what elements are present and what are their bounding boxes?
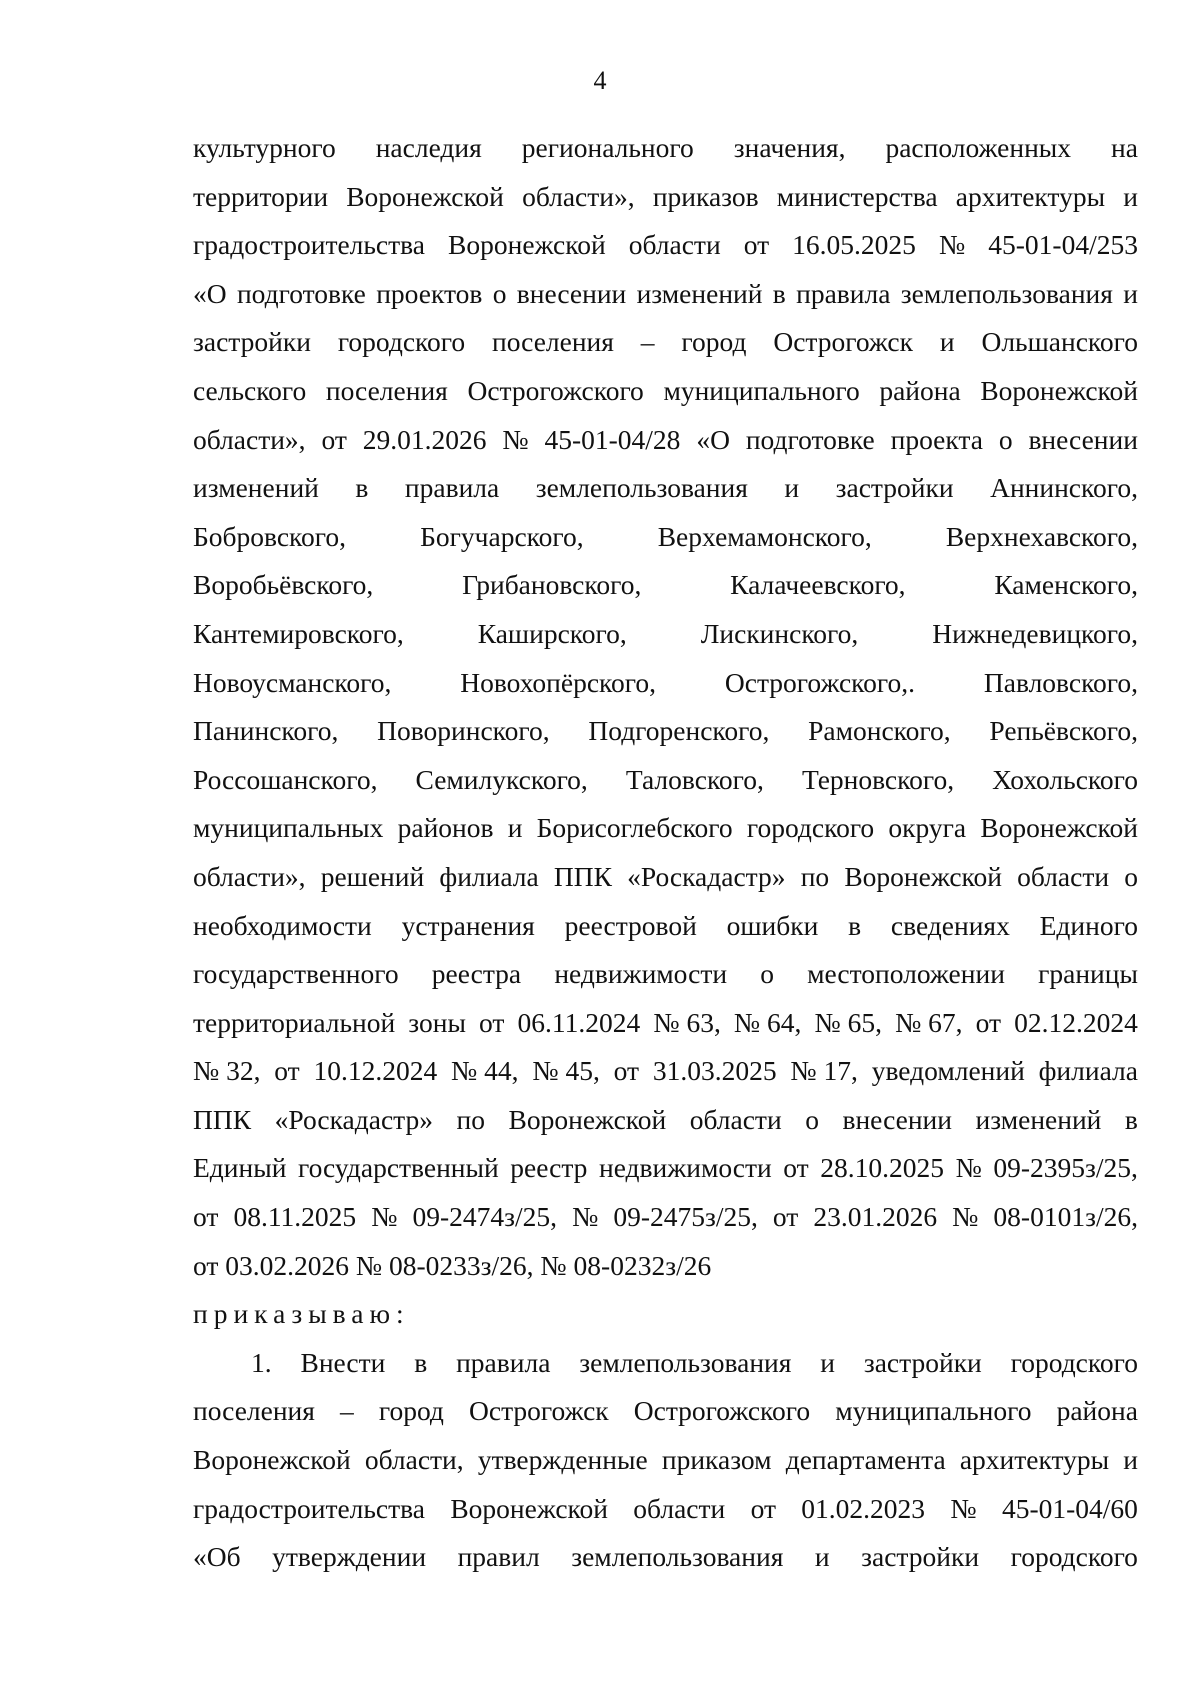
word: №	[938, 229, 966, 261]
word: реестровой	[564, 909, 697, 941]
word: Кантемировского,	[193, 617, 404, 649]
word: регионального	[521, 132, 694, 163]
word: изменений	[975, 1103, 1102, 1135]
order-word: приказываю:	[193, 1298, 410, 1330]
word: от	[193, 1201, 219, 1233]
word: приказом	[661, 1444, 772, 1476]
word: 45-01-04/60	[1001, 1492, 1138, 1524]
word: уведомлений	[871, 1055, 1025, 1087]
word: о	[492, 277, 507, 309]
word: 45-01-04/253	[988, 229, 1138, 261]
word: 45-01-04/28	[544, 423, 681, 455]
text-line	[193, 1387, 1138, 1436]
word: землепользования	[571, 1541, 784, 1573]
text-line	[193, 173, 1138, 222]
word: ППК	[193, 1103, 252, 1135]
word: от	[321, 423, 347, 455]
word: город	[681, 326, 747, 358]
word: изменений	[636, 277, 763, 309]
word: застройки	[835, 472, 954, 504]
word: проектов	[376, 277, 483, 309]
word: и	[784, 472, 800, 504]
word: Острогожского	[467, 374, 644, 406]
word: от	[743, 229, 770, 261]
word: реестра	[431, 958, 522, 990]
word: землепользования	[900, 277, 1113, 309]
word: № 64,	[733, 1006, 802, 1038]
word: и	[814, 1541, 830, 1573]
text-line	[193, 1096, 1138, 1145]
word: городского	[746, 812, 875, 844]
paragraph-last-line: от 03.02.2026 № 08-0233з/26, № 08-0232з/26	[193, 1249, 712, 1281]
word: 08-0101з/26,	[993, 1201, 1138, 1233]
word: градостроительства	[193, 1492, 425, 1524]
word: внесении	[1028, 423, 1138, 455]
word: Воронежской	[450, 1492, 608, 1524]
word: устранения	[401, 909, 535, 941]
word: и	[507, 812, 523, 844]
word: Поворинского,	[377, 715, 550, 747]
word: Грибановского,	[462, 569, 642, 601]
word: № 17,	[790, 1055, 858, 1087]
word: Новоусманского,	[193, 666, 392, 698]
word: и	[1123, 277, 1138, 309]
word: правила	[796, 277, 891, 309]
word: ошибки	[726, 909, 819, 941]
document-body	[193, 124, 1138, 1582]
word: в	[772, 277, 786, 309]
word: местоположении	[807, 958, 1005, 990]
word: и	[1123, 180, 1138, 212]
word: Нижнедевицкого,	[932, 617, 1138, 649]
word: подготовке	[236, 277, 366, 309]
word: Воронежской	[844, 860, 1002, 892]
word: № 44,	[451, 1055, 519, 1087]
word: правила	[456, 1346, 551, 1378]
word: районов	[397, 812, 494, 844]
word: Воронежской	[448, 229, 606, 261]
text-line	[193, 756, 1138, 805]
word: 08.11.2025	[233, 1201, 357, 1233]
word: № 45,	[532, 1055, 600, 1087]
word: недвижимости	[598, 1152, 772, 1184]
text-line	[193, 1144, 1138, 1193]
word: Терновского,	[801, 763, 955, 795]
word: и	[820, 1346, 835, 1378]
word: района	[879, 374, 961, 406]
word: подготовке	[745, 423, 875, 455]
word: утвержденные	[477, 1444, 648, 1476]
word: значения,	[733, 132, 846, 163]
word: Единого	[1039, 909, 1138, 941]
word: Репьёвского,	[989, 715, 1138, 747]
word: наследия	[375, 132, 482, 163]
text-line	[193, 318, 1138, 367]
word: Семилукского,	[415, 763, 588, 795]
word: министерства	[776, 180, 938, 212]
word: от	[750, 1492, 776, 1524]
word: застройки	[863, 1346, 982, 1378]
word: Воронежской	[508, 1103, 667, 1135]
word: Богучарского,	[420, 520, 584, 552]
text-line	[193, 659, 1138, 708]
text-line	[193, 367, 1138, 416]
word: приказов	[652, 180, 759, 212]
word: «О	[193, 277, 227, 309]
word: № 65,	[814, 1006, 882, 1038]
word: в	[414, 1346, 428, 1378]
word: государственный	[297, 1152, 499, 1184]
word: по	[800, 860, 830, 892]
word: Каширского,	[477, 617, 627, 649]
word: правила	[404, 472, 500, 504]
word: город	[378, 1395, 444, 1427]
word: Верхемамонского,	[657, 520, 872, 552]
word: проекта	[890, 423, 983, 455]
word: недвижимости	[554, 958, 728, 990]
text-line	[193, 221, 1138, 270]
word: изменений	[193, 472, 319, 504]
word: застройки	[193, 326, 311, 358]
text-line	[193, 561, 1138, 610]
word: области»,	[193, 423, 306, 455]
word: –	[340, 1395, 354, 1427]
word: филиала	[1038, 1055, 1138, 1087]
word: Павловского,	[983, 666, 1138, 698]
word: о	[998, 423, 1013, 455]
word: №	[502, 423, 529, 455]
word: 09-2475з/25,	[613, 1201, 758, 1233]
word: области,	[364, 1444, 464, 1476]
word: от	[783, 1152, 809, 1184]
word: Лискинского,	[700, 617, 859, 649]
word: области»,	[193, 860, 306, 892]
word: от	[975, 1006, 1002, 1038]
word: области	[633, 1492, 726, 1524]
word: 06.11.2024	[517, 1006, 641, 1038]
word: «Роскадастр»	[627, 860, 786, 892]
word: о	[1124, 860, 1138, 892]
word: утверждении	[272, 1541, 427, 1573]
text-line	[193, 853, 1138, 902]
text-line	[193, 513, 1138, 562]
word: правил	[457, 1541, 540, 1573]
word: муниципального	[663, 374, 860, 406]
word: градостроительства	[193, 229, 425, 261]
word: землепользования	[579, 1346, 792, 1378]
word: департамента	[785, 1444, 946, 1476]
word: Единый	[193, 1152, 287, 1184]
word: 16.05.2025	[792, 229, 916, 261]
word: в	[355, 472, 369, 504]
word: о	[760, 958, 774, 990]
word: 31.03.2025	[652, 1055, 777, 1087]
text-line	[193, 1339, 1138, 1388]
word: области	[689, 1103, 782, 1135]
word: в	[1124, 1103, 1138, 1135]
word: –	[640, 326, 655, 358]
word: от	[274, 1055, 300, 1087]
text-line	[193, 804, 1138, 853]
word: Острогожского,.	[724, 666, 915, 698]
word: Острогожского	[633, 1395, 811, 1427]
word: сельского	[193, 374, 307, 406]
word: на	[1111, 132, 1138, 163]
word: Борисоглебского	[536, 812, 733, 844]
word: 10.12.2024	[313, 1055, 438, 1087]
word: внесении	[842, 1103, 952, 1135]
word: Воронежской	[980, 812, 1138, 844]
word: №	[371, 1201, 398, 1233]
word: области	[1017, 860, 1110, 892]
word: архитектуры	[955, 180, 1106, 212]
word: Воронежской	[193, 1444, 351, 1476]
word: Подгоренского,	[588, 715, 770, 747]
word: Воробьёвского,	[193, 569, 374, 601]
word: Воронежской	[980, 374, 1138, 406]
text-line	[193, 1436, 1138, 1485]
word: реестр	[510, 1152, 588, 1184]
word: 09-2395з/25,	[993, 1152, 1138, 1184]
word: области	[628, 229, 721, 261]
word: Калачеевского,	[730, 569, 906, 601]
text-line	[193, 464, 1138, 513]
word: «Об	[193, 1541, 241, 1573]
word: Острогожск	[773, 326, 913, 358]
text-line	[193, 124, 1138, 173]
text-line	[193, 950, 1138, 999]
text-line	[193, 416, 1138, 465]
word: от	[613, 1055, 640, 1087]
word: филиала	[439, 860, 539, 892]
word: необходимости	[193, 909, 372, 941]
text-line	[193, 270, 1138, 319]
word: Панинского,	[193, 715, 339, 747]
word: территории	[193, 180, 329, 212]
item-1-paragraph	[193, 1339, 1138, 1582]
word: и	[939, 326, 955, 358]
text-line	[193, 902, 1138, 951]
word: городского	[337, 326, 466, 358]
word: Аннинского,	[990, 472, 1138, 504]
word: территориальной	[193, 1006, 396, 1038]
word: № 32,	[193, 1055, 261, 1087]
word: 1.	[251, 1346, 272, 1378]
word: от	[772, 1201, 799, 1233]
word: ППК	[553, 860, 612, 892]
word: землепользования	[535, 472, 748, 504]
word: Внести	[300, 1346, 386, 1378]
word: № 67,	[895, 1006, 963, 1038]
word: поселения	[193, 1395, 315, 1427]
word: и	[1123, 1444, 1138, 1476]
text-line	[193, 1485, 1138, 1534]
word: №	[572, 1201, 599, 1233]
word: сведениях	[890, 909, 1010, 941]
word: Каменского,	[994, 569, 1138, 601]
word: Хохольского	[992, 763, 1138, 795]
word: 09-2474з/25,	[412, 1201, 558, 1233]
word: Новохопёрского,	[460, 666, 656, 698]
text-line	[193, 707, 1138, 756]
text-line	[193, 1047, 1138, 1096]
word: 01.02.2023	[801, 1492, 926, 1524]
word: архитектуры	[959, 1444, 1110, 1476]
word: культурного	[193, 132, 336, 163]
word: муниципального	[835, 1395, 1032, 1427]
word: Россошанского,	[193, 763, 378, 795]
word: №	[955, 1152, 982, 1184]
word: по	[456, 1103, 486, 1135]
word: муниципальных	[193, 812, 384, 844]
word: государственного	[193, 958, 399, 990]
word: городского	[1010, 1346, 1138, 1378]
word: №	[952, 1201, 979, 1233]
word: городского	[1010, 1541, 1138, 1573]
word: 28.10.2025	[820, 1152, 945, 1184]
word: Бобровского,	[193, 520, 346, 552]
word: 02.12.2024	[1014, 1006, 1138, 1038]
word: от	[479, 1006, 505, 1038]
word: зоны	[408, 1006, 466, 1038]
word: «Роскадастр»	[274, 1103, 434, 1135]
word: района	[1056, 1395, 1138, 1427]
word: застройки	[861, 1541, 980, 1573]
word: Острогожск	[469, 1395, 609, 1427]
word: поселения	[492, 326, 614, 358]
page-number: 4	[593, 66, 607, 95]
word: расположенных	[885, 132, 1072, 163]
word: поселения	[325, 374, 448, 406]
main-paragraph	[193, 124, 1138, 1242]
word: в	[848, 909, 862, 941]
word: «О	[696, 423, 730, 455]
word: округа	[888, 812, 967, 844]
word: №	[950, 1492, 977, 1524]
word: Рамонского,	[808, 715, 951, 747]
word: 29.01.2026	[362, 423, 487, 455]
text-line	[193, 1193, 1138, 1242]
word: внесении	[516, 277, 627, 309]
word: 23.01.2026	[813, 1201, 938, 1233]
text-line	[193, 610, 1138, 659]
word: Верхнехавского,	[945, 520, 1138, 552]
text-line	[193, 1533, 1138, 1582]
word: Воронежской	[346, 180, 504, 212]
word: границы	[1038, 958, 1138, 990]
word: решений	[320, 860, 425, 892]
word: Ольшанского	[981, 326, 1138, 358]
text-line	[193, 999, 1138, 1048]
word: Таловского,	[625, 763, 764, 795]
word: № 63,	[653, 1006, 721, 1038]
word: области»,	[522, 180, 635, 212]
word: о	[805, 1103, 819, 1135]
